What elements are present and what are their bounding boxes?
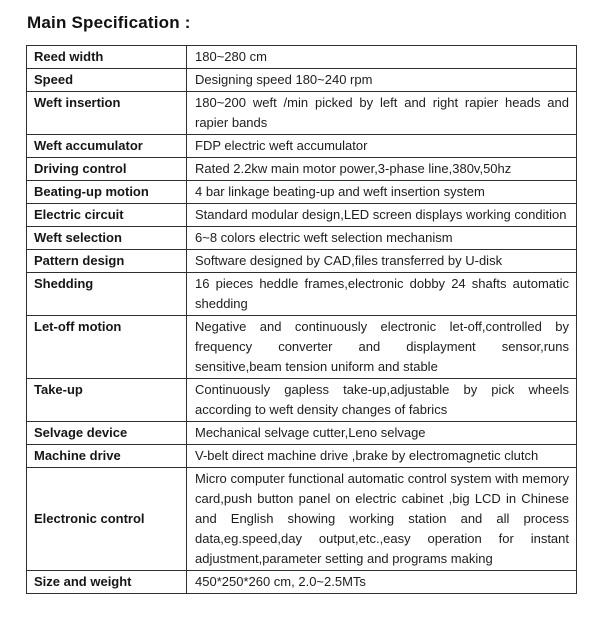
spec-value: Software designed by CAD,files transferred by U-disk	[187, 250, 577, 273]
table-row	[27, 250, 577, 273]
spec-value: 4 bar linkage beating-up and weft insertion system	[187, 181, 577, 204]
table-row	[27, 316, 577, 379]
spec-label: Electric circuit	[27, 204, 187, 227]
spec-label: Selvage device	[27, 422, 187, 445]
table-row	[27, 227, 577, 250]
spec-label: Shedding	[27, 273, 187, 316]
table-row	[27, 571, 577, 594]
table-row	[27, 445, 577, 468]
spec-label: Size and weight	[27, 571, 187, 594]
spec-value: Continuously gapless take-up,adjustable by pick wheels according to weft density changes of fabrics	[187, 379, 577, 422]
spec-label: Machine drive	[27, 445, 187, 468]
spec-label: Electronic control	[27, 468, 187, 571]
table-row	[27, 204, 577, 227]
spec-value: V-belt direct machine drive ,brake by electromagnetic clutch	[187, 445, 577, 468]
spec-label: Weft selection	[27, 227, 187, 250]
table-row	[27, 92, 577, 135]
spec-value: FDP electric weft accumulator	[187, 135, 577, 158]
spec-value: 180~280 cm	[187, 46, 577, 69]
spec-label: Reed width	[27, 46, 187, 69]
spec-label: Take-up	[27, 379, 187, 422]
page-title: Main Specification :	[27, 13, 191, 32]
spec-label: Beating-up motion	[27, 181, 187, 204]
spec-value: 180~200 weft /min picked by left and right rapier heads and rapier bands	[187, 92, 577, 135]
spec-label: Pattern design	[27, 250, 187, 273]
specification-table	[26, 45, 577, 594]
table-row	[27, 69, 577, 92]
spec-label: Weft insertion	[27, 92, 187, 135]
spec-value: Designing speed 180~240 rpm	[187, 69, 577, 92]
spec-value: 450*250*260 cm, 2.0~2.5MTs	[187, 571, 577, 594]
spec-value: Mechanical selvage cutter,Leno selvage	[187, 422, 577, 445]
spec-value: Standard modular design,LED screen displays working condition	[187, 204, 577, 227]
spec-label: Let-off motion	[27, 316, 187, 379]
spec-value: 16 pieces heddle frames,electronic dobby 24 shafts automatic shedding	[187, 273, 577, 316]
table-row	[27, 273, 577, 316]
table-row	[27, 379, 577, 422]
table-row	[27, 46, 577, 69]
spec-label: Driving control	[27, 158, 187, 181]
spec-value: 6~8 colors electric weft selection mechanism	[187, 227, 577, 250]
table-row	[27, 181, 577, 204]
specification-table-body	[27, 46, 577, 594]
spec-value: Negative and continuously electronic let-off,controlled by frequency converter and displayment sensor,runs sensitive,beam tension uniform and stable	[187, 316, 577, 379]
table-row	[27, 158, 577, 181]
spec-label: Speed	[27, 69, 187, 92]
table-row	[27, 422, 577, 445]
spec-label: Weft accumulator	[27, 135, 187, 158]
table-row	[27, 468, 577, 571]
spec-value: Rated 2.2kw main motor power,3-phase line,380v,50hz	[187, 158, 577, 181]
table-row	[27, 135, 577, 158]
spec-value: Micro computer functional automatic control system with memory card,push button panel on electric cabinet ,big LCD in Chinese and English showing working station and all process data,eg.speed,day output,etc.,easy operation for instant adjustment,parameter setting and programs making	[187, 468, 577, 571]
